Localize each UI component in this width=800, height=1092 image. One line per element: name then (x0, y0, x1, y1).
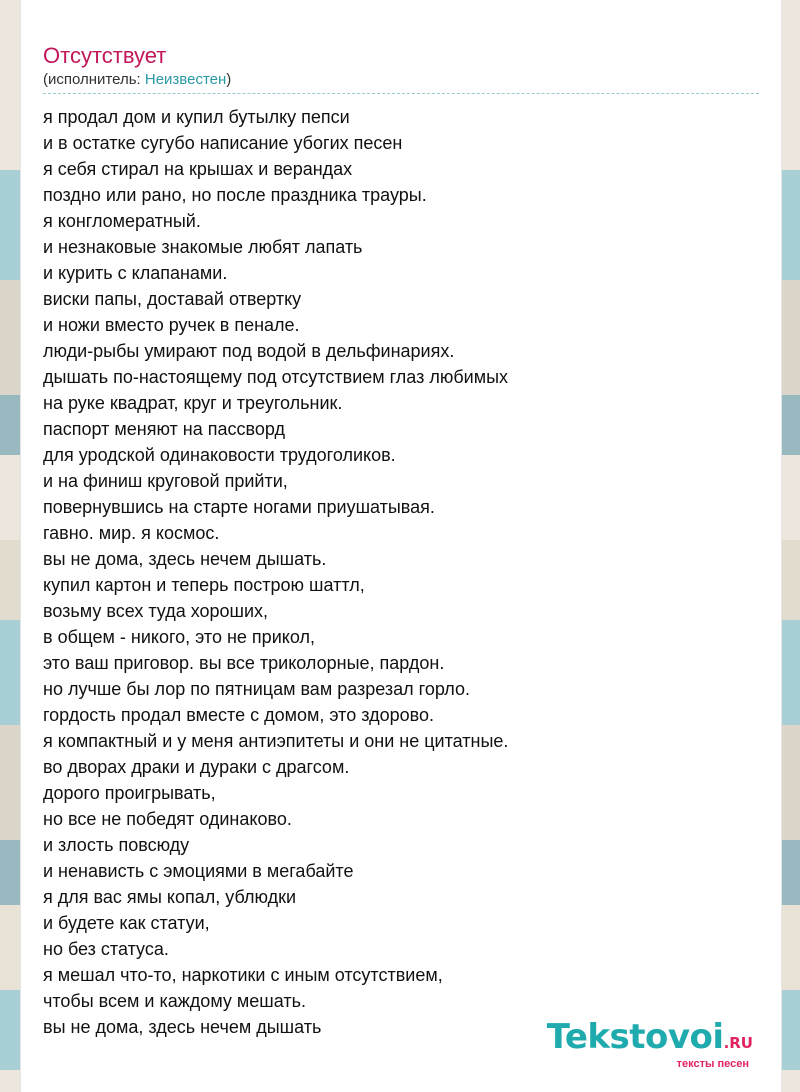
lyric-line: и ненависть с эмоциями в мегабайте (43, 861, 354, 881)
artist-suffix: ) (226, 71, 232, 88)
lyric-line: я себя стирал на крышах и верандах (43, 159, 353, 179)
site-logo[interactable] (546, 1017, 753, 1070)
lyric-line: и курить с клапанами. (43, 263, 228, 283)
lyric-line: на руке квадрат, круг и треугольник. (43, 393, 343, 413)
lyric-line: виски папы, доставай отвертку (43, 289, 302, 309)
song-header (43, 42, 761, 90)
lyric-line: повернувшись на старте ногами приушатывая. (43, 497, 435, 517)
lyric-line: я мешал что-то, наркотики с иным отсутствием, (43, 965, 443, 985)
lyric-line: возьму всех туда хороших, (43, 601, 269, 621)
lyric-line: я продал дом и купил бутылку пепси (43, 107, 350, 127)
lyric-line: но лучше бы лор по пятницам вам разрезал горло. (43, 679, 470, 699)
lyric-line: купил картон и теперь построю шаттл, (43, 575, 365, 595)
lyric-line: паспорт меняют на пассворд (43, 419, 285, 439)
lyric-line: и на финиш круговой прийти, (43, 471, 288, 491)
lyric-line: гавно. мир. я космос. (43, 523, 220, 543)
lyric-line: но без статуса. (43, 939, 169, 959)
logo-domain: .RU (723, 1034, 753, 1052)
lyric-line: и незнаковые знакомые любят лапать (43, 237, 363, 257)
lyric-line: дышать по-настоящему под отсутствием глаз любимых (43, 367, 509, 387)
lyric-line: чтобы всем и каждому мешать. (43, 991, 306, 1011)
lyric-line: в общем - никого, это не прикол, (43, 627, 315, 647)
page-sheet (20, 0, 782, 1092)
lyric-line: и в остатке сугубо написание убогих песен (43, 133, 403, 153)
logo-main-text: Tekstovoi (546, 1017, 724, 1057)
lyric-line: я конгломератный. (43, 211, 201, 231)
artist-prefix: (исполнитель: (43, 71, 145, 88)
lyric-line: я для вас ямы копал, ублюдки (43, 887, 297, 907)
lyric-line: но все не победят одинаково. (43, 809, 292, 829)
logo-tagline: тексты песен (676, 1058, 749, 1070)
lyric-line: вы не дома, здесь нечем дышать. (43, 549, 327, 569)
lyric-line: вы не дома, здесь нечем дышать (43, 1017, 322, 1037)
artist-link[interactable]: Неизвестен (144, 71, 227, 88)
lyric-line: гордость продал вместе с домом, это здорово. (43, 705, 434, 725)
lyric-line: дорого проигрывать, (43, 783, 216, 803)
lyric-line: и будете как статуи, (43, 913, 210, 933)
lyric-line: я компактный и у меня антиэпитеты и они не цитатные. (43, 731, 509, 751)
lyric-line: это ваш приговор. вы все триколорные, пардон. (43, 653, 445, 673)
song-title: Отсутствует (43, 43, 167, 68)
lyric-line: во дворах драки и дураки с драгсом. (43, 757, 350, 777)
lyric-line: поздно или рано, но после праздника трауры. (43, 185, 427, 205)
lyric-line: и ножи вместо ручек в пенале. (43, 315, 300, 335)
lyric-line: для уродской одинаковости трудоголиков. (43, 445, 396, 465)
artist-line (43, 70, 761, 90)
lyric-line: и злость повсюду (43, 835, 190, 855)
header-divider (43, 93, 759, 94)
logo-wordmark (546, 1017, 753, 1060)
lyrics-body (43, 104, 763, 1040)
lyric-line: люди-рыбы умирают под водой в дельфинариях. (43, 341, 455, 361)
